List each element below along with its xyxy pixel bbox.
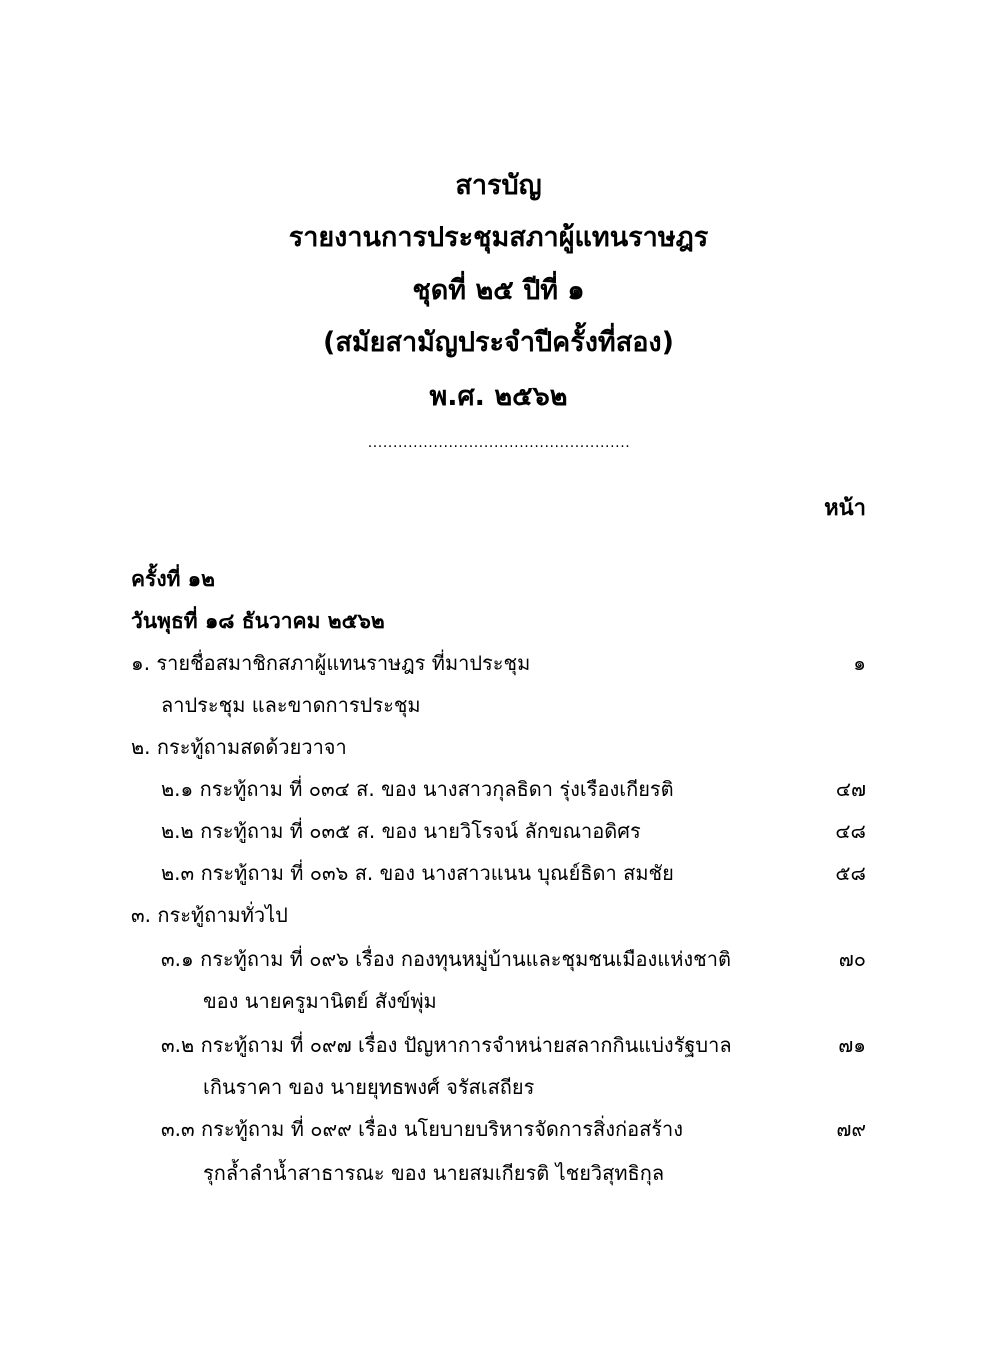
toc-item-3[interactable]: ๓. กระทู้ถามทั่วไป — [131, 903, 288, 927]
page-column-label: หน้า — [824, 496, 866, 521]
meeting-number: ครั้งที่ ๑๒ — [131, 567, 215, 591]
toc-item-3-2-page: ๗๑ — [838, 1033, 866, 1057]
toc-item-3-1-page: ๗๐ — [838, 947, 866, 971]
toc-item-1-line-1[interactable]: ๑. รายชื่อสมาชิกสภาผู้แทนราษฎร ที่มาประชุม — [131, 651, 531, 675]
document-title: สารบัญ — [455, 170, 542, 201]
meeting-date: วันพุธที่ ๑๘ ธันวาคม ๒๕๖๒ — [131, 609, 385, 633]
session-label: (สมัยสามัญประจำปีครั้งที่สอง) — [323, 327, 674, 358]
toc-item-2-1[interactable]: ๒.๑ กระทู้ถาม ที่ ๐๓๔ ส. ของ นางสาวกุลธิดา รุ่งเรืองเกียรติ — [161, 777, 674, 801]
toc-item-2-2-page: ๔๘ — [835, 819, 866, 843]
year-label: พ.ศ. ๒๕๖๒ — [429, 381, 568, 412]
toc-item-2[interactable]: ๒. กระทู้ถามสดด้วยวาจา — [131, 735, 347, 759]
toc-item-3-2-line-2: เกินราคา ของ นายยุทธพงศ์ จรัสเสถียร — [203, 1075, 535, 1099]
document-subtitle: รายงานการประชุมสภาผู้แทนราษฎร — [288, 222, 709, 253]
toc-item-1-page: ๑ — [853, 651, 866, 675]
toc-item-2-2[interactable]: ๒.๒ กระทู้ถาม ที่ ๐๓๕ ส. ของ นายวิโรจน์ ลักขณาอดิศร — [161, 819, 641, 843]
toc-item-3-1-line-1[interactable]: ๓.๑ กระทู้ถาม ที่ ๐๙๖ เรื่อง กองทุนหมู่บ้านและชุมชนเมืองแห่งชาติ — [161, 947, 731, 971]
dotted-divider: .................................................... — [367, 435, 631, 451]
toc-item-2-1-page: ๔๗ — [835, 777, 866, 801]
toc-item-3-3-line-1[interactable]: ๓.๓ กระทู้ถาม ที่ ๐๙๙ เรื่อง นโยบายบริหารจัดการสิ่งก่อสร้าง — [161, 1117, 684, 1141]
toc-item-2-3-page: ๕๘ — [835, 861, 866, 885]
toc-item-3-1-line-2: ของ นายครูมานิตย์ สังข์พุ่ม — [203, 989, 437, 1013]
series-label: ชุดที่ ๒๕ ปีที่ ๑ — [412, 275, 585, 306]
toc-item-3-3-page: ๗๙ — [836, 1117, 866, 1141]
toc-item-3-2-line-1[interactable]: ๓.๒ กระทู้ถาม ที่ ๐๙๗ เรื่อง ปัญหาการจำหน่ายสลากกินแบ่งรัฐบาล — [161, 1033, 732, 1057]
toc-item-1-line-2: ลาประชุม และขาดการประชุม — [161, 693, 421, 717]
toc-item-3-3-line-2: รุกล้ำลำน้ำสาธารณะ ของ นายสมเกียรติ ไชยวิสุทธิกุล — [203, 1161, 665, 1185]
toc-item-2-3[interactable]: ๒.๓ กระทู้ถาม ที่ ๐๓๖ ส. ของ นางสาวแนน บุณย์ธิดา สมชัย — [161, 861, 674, 885]
